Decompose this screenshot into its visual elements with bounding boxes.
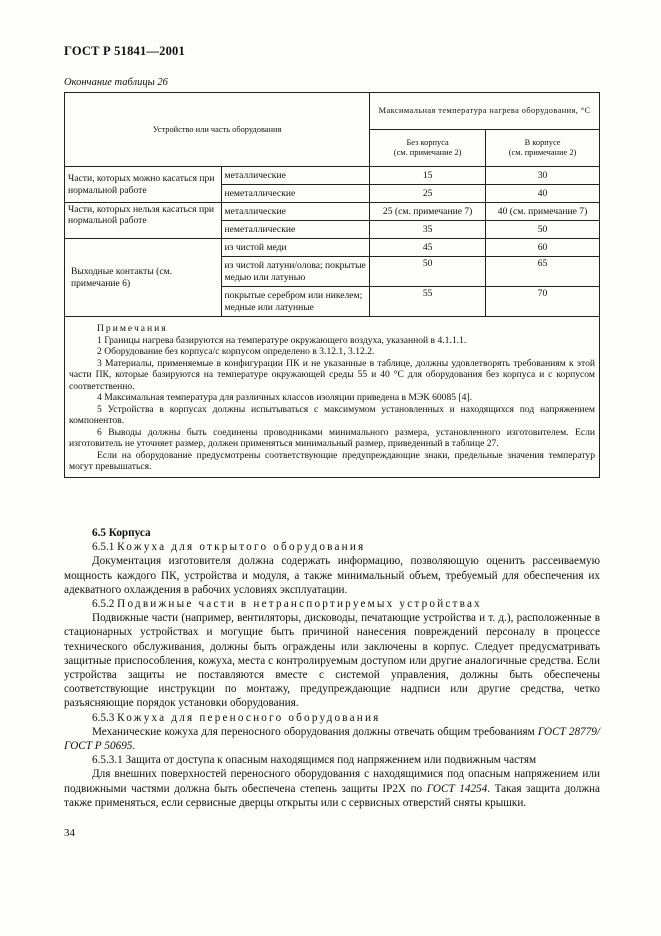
value-cell: 25	[370, 185, 486, 203]
material-cell: из чистой латуни/олова; покрытые медью или латунью	[221, 257, 370, 287]
part-cell: Части, которых можно касаться при нормальной работе	[65, 167, 222, 203]
notes-title: Примечания	[97, 323, 168, 334]
temperature-table	[64, 92, 600, 478]
note-item: 6 Выводы должны быть соединены проводниками минимального размера, установленного изготовителем. Если изготовитель не уточняет размер, должен применяться минимальный размер, приведенный в таблице 27.	[69, 426, 595, 449]
value-cell: 15	[370, 167, 486, 185]
table-row	[65, 203, 600, 221]
note-item: 4 Максимальная температура для различных классов изоляции приведена в МЭК 60085 [4].	[97, 392, 473, 403]
document-code: ГОСТ Р 51841—2001	[64, 44, 185, 58]
standard-reference: ГОСТ 28779/ГОСТ Р 50695	[64, 725, 601, 753]
value-cell: 40	[486, 185, 600, 203]
table-caption: Окончание таблицы 26	[64, 77, 168, 88]
table-row	[65, 239, 600, 257]
max-temp-header: Максимальная температура нагрева оборудования, °С	[370, 93, 600, 130]
body-text	[64, 526, 600, 810]
no-case-header: Без корпуса (см. примечание 2)	[370, 130, 486, 167]
standard-reference: ГОСТ 14254	[426, 782, 488, 795]
value-cell: 45	[370, 239, 486, 257]
value-cell: 40 (см. примечание 7)	[486, 203, 600, 221]
note-item: 3 Материалы, применяемые в конфигурации ПК и не указанные в таблице, должны удовлетворять требованиям к этой части ПК, которые базируются на температуре окружающей среды 55 и 40 °С для оборудования без корпуса и с корпусом соответственно.	[69, 357, 595, 392]
note-item: Если на оборудование предусмотрены соответствующие предупреждающие знаки, предельные значения температур могут превышаться.	[69, 449, 595, 472]
paragraph: Подвижные части (например, вентиляторы, дисководы, печатающие устройства и т. д.), расположенные в стационарных устройствах и могущие быть причиной нанесения повреждений персоналу в процессе технического обслуживания, должны быть ограждены или заключены в корпус. Следует предусматривать защитные приспособления, кожуха, места с контролируемым доступом или другие аналогичные средства. Если устройства защиты не поставляются вместе с системой управления, должны быть обеспечены соответствующие инструкции по монтажу, предупреждающие надписи или другие средства, четко разъясняющие порядок установки оборудования.	[64, 612, 600, 710]
value-cell: 50	[370, 257, 486, 287]
value-cell: 25 (см. примечание 7)	[370, 203, 486, 221]
material-cell: неметаллические	[221, 185, 370, 203]
table-row	[65, 167, 600, 185]
material-cell: металлические	[221, 203, 370, 221]
paragraph: Механические кожуха для переносного оборудования должны отвечать общим требованиям ГОСТ 28779/ГОСТ Р 50695.	[64, 725, 601, 753]
device-column-header: Устройство или часть оборудования	[65, 93, 370, 167]
note-item: 2 Оборудование без корпуса/с корпусом определено в 3.12.1, 3.12.2.	[97, 346, 375, 357]
section-heading-6-5-3: 6.5.3 Кожуха для переносного оборудования	[92, 711, 381, 724]
section-heading-6-5-2: 6.5.2 Подвижные части в нетранспортируемых устройствах	[92, 598, 482, 611]
value-cell: 70	[486, 287, 600, 317]
material-cell: из чистой меди	[221, 239, 370, 257]
note-item: 1 Границы нагрева базируются на температуре окружающего воздуха, указанной в 4.1.1.1.	[97, 334, 467, 346]
paragraph: Для внешних поверхностей переносного оборудования с находящимися под опасным напряжением или подвижными частями должна быть обеспечена степень защиты IP2X по ГОСТ 14254. Такая защита должна также применяться, если сервисные дверцы открыты или с сервисных отверстий сняты крышки.	[64, 768, 600, 809]
value-cell: 30	[486, 167, 600, 185]
section-heading-6-5-3-1: 6.5.3.1 Защита от доступа к опасным находящимся под напряжением или подвижным частям	[92, 754, 537, 767]
material-cell: неметаллические	[221, 221, 370, 239]
table-notes	[65, 317, 600, 478]
part-cell: Выходные контакты (см. примечание 6)	[65, 239, 222, 317]
section-heading-6-5-1: 6.5.1 Кожуха для открытого оборудования	[92, 541, 366, 554]
page-number: 34	[64, 827, 75, 839]
value-cell: 65	[486, 257, 600, 287]
material-cell: металлические	[221, 167, 370, 185]
paragraph: Документация изготовителя должна содержать информацию, позволяющую оценить рассеиваемую мощность каждого ПК, устройства и модуля, а также минимальный объем, требуемый для обеспечения их адекватного охлаждения в рабочих условиях эксплуатации.	[64, 555, 600, 596]
material-cell: покрытые серебром или никелем; медные или латунные	[221, 287, 370, 317]
part-cell: Части, которых нельзя касаться при нормальной работе	[65, 203, 222, 239]
in-case-header: В корпусе (см. примечание 2)	[486, 130, 600, 167]
value-cell: 60	[486, 239, 600, 257]
value-cell: 35	[370, 221, 486, 239]
note-item: 5 Устройства в корпусах должны испытываться с максимумом установленных и находящихся под напряжением компонентов.	[69, 403, 595, 426]
section-heading-6-5: 6.5 Корпуса	[92, 527, 151, 539]
value-cell: 50	[486, 221, 600, 239]
value-cell: 55	[370, 287, 486, 317]
